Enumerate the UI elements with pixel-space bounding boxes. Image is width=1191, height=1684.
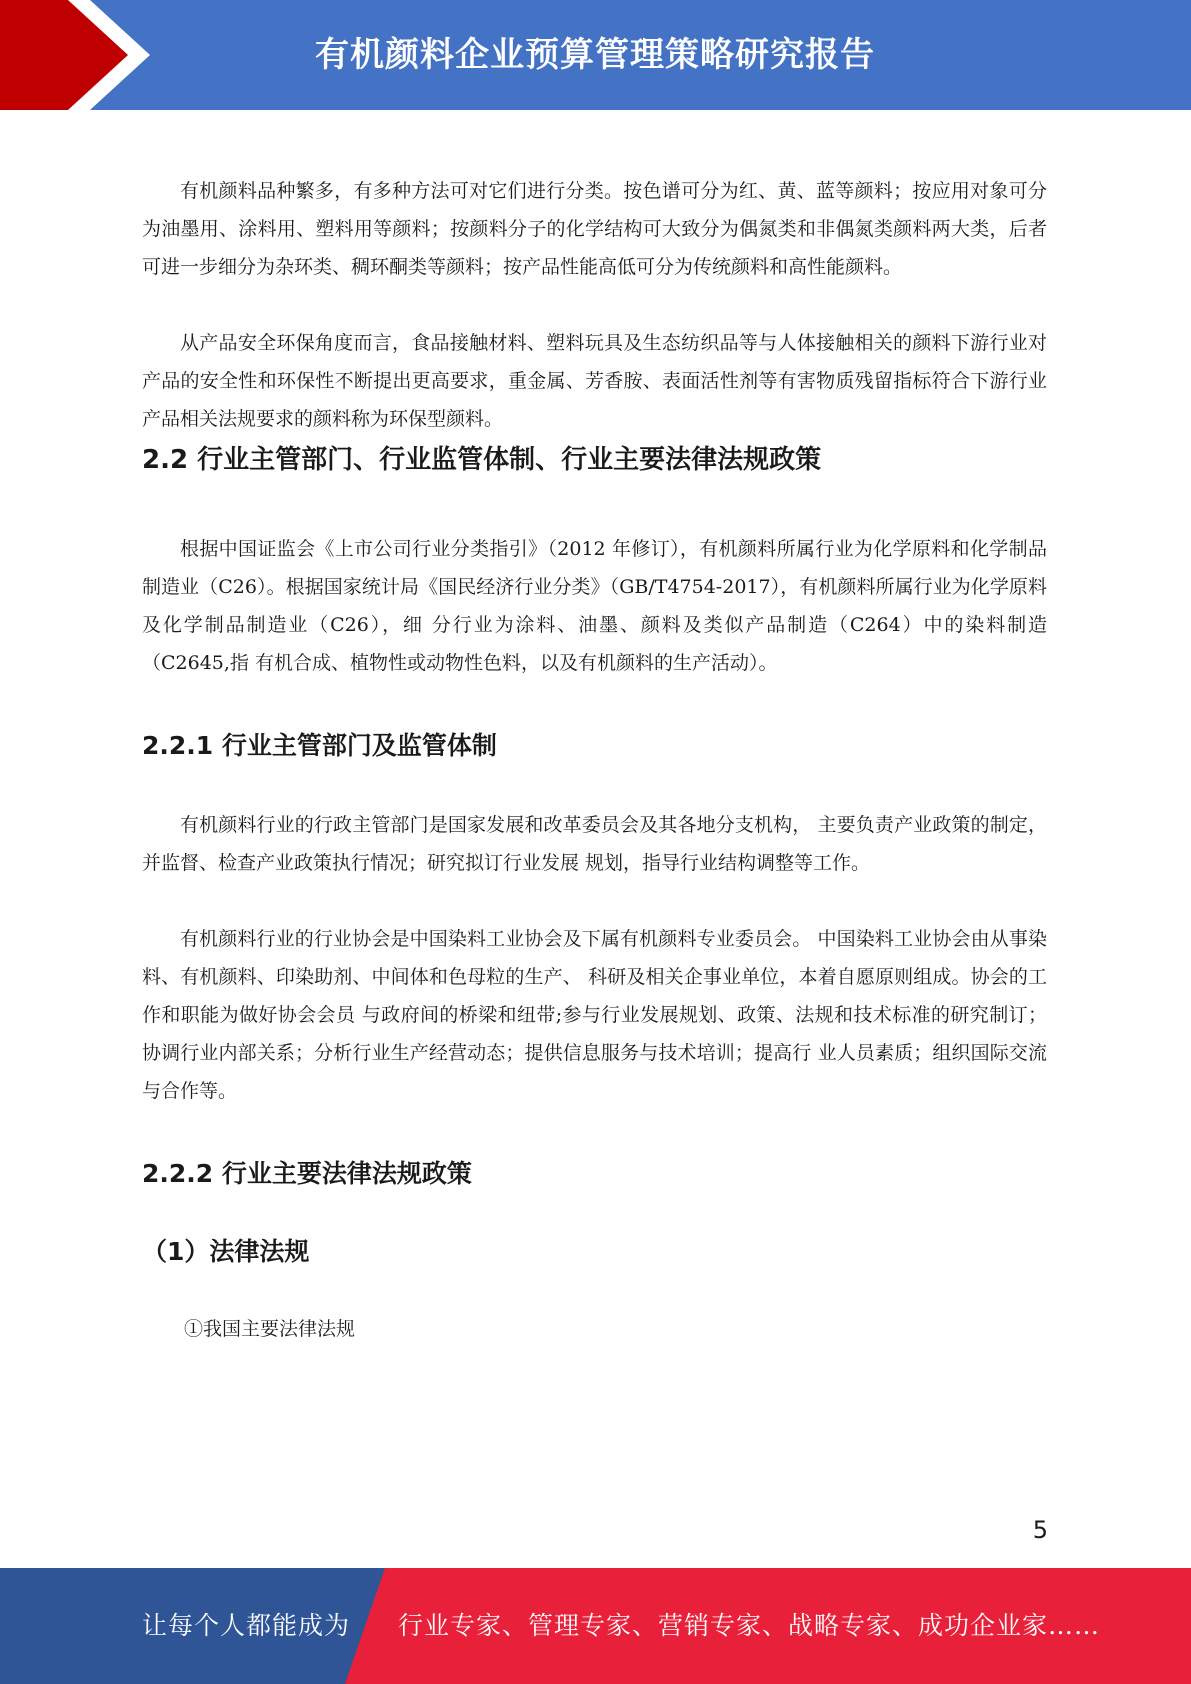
paragraph-classification: 有机颜料品种繁多，有多种方法可对它们进行分类。按色谱可分为红、黄、蓝等颜料；按应用对象可分为油墨用、涂料用、塑料用等颜料；按颜料分子的化学结构可大致分为偶氮类和非偶氮类颜料两大类，后者可进一步细分为杂环类、稠环酮类等颜料；按产品性能高低可分为传统颜料和高性能颜料。 <box>142 180 1047 278</box>
paragraph-association: 有机颜料行业的行业协会是中国染料工业协会及下属有机颜料专业委员会。 中国染料工业协会由从事染料、有机颜料、印染助剂、中间体和色母粒的生产、 科研及相关企事业单位，本着自愿原则组成。协会的工作和职能为做好协会会员 与政府间的桥梁和纽带;参与行业发展规划、政策、法规和技术标准的研究制订； 协调行业内部关系；分析行业生产经营动态；提供信息服务与技术培训；提高行 业人员素质；组织国际交流与合作等。 <box>142 928 1047 1102</box>
footer-slogan-right: 行业专家、管理专家、营销专家、战略专家、成功企业家…… <box>398 1611 1101 1640</box>
header-banner <box>0 0 1191 110</box>
heading-2-2-1: 2.2.1 行业主管部门及监管体制 <box>142 731 497 760</box>
paragraph-industry-classification: 根据中国证监会《上市公司行业分类指引》（2012 年修订），有机颜料所属行业为化学原料和化学制品制造业（C26）。根据国家统计局《国民经济行业分类》（GB/T4754-2017），有机颜料所属行业为化学原料及化学制品制造业（C26），细 分行业为涂料、油墨、颜料及类似产品制造（C264）中的染料制造（C2645,指 有机合成、植物性或动物性色料，以及有机颜料的生产活动）。 <box>142 538 1047 674</box>
heading-laws: （1）法律法规 <box>142 1237 310 1266</box>
document-body <box>142 172 1047 1348</box>
report-title: 有机颜料企业预算管理策略研究报告 <box>315 35 875 75</box>
page-number: 5 <box>1032 1516 1048 1544</box>
footer-slogan-left: 让每个人都能成为 <box>142 1611 351 1640</box>
paragraph-authority: 有机颜料行业的行政主管部门是国家发展和改革委员会及其各地分支机构， 主要负责产业政策的制定，并监督、检查产业政策执行情况；研究拟订行业发展 规划，指导行业结构调整等工作。 <box>142 814 1047 874</box>
list-item-domestic-laws: ①我国主要法律法规 <box>184 1318 356 1340</box>
heading-2-2-2: 2.2.2 行业主要法律法规政策 <box>142 1159 472 1188</box>
paragraph-environmental: 从产品安全环保角度而言，食品接触材料、塑料玩具及生态纺织品等与人体接触相关的颜料下游行业对产品的安全性和环保性不断提出更高要求，重金属、芳香胺、表面活性剂等有害物质残留指标符合下游行业产品相关法规要求的颜料称为环保型颜料。 <box>142 332 1047 430</box>
footer-banner <box>0 1568 1191 1684</box>
heading-2-2: 2.2 行业主管部门、行业监管体制、行业主要法律法规政策 <box>142 445 822 475</box>
